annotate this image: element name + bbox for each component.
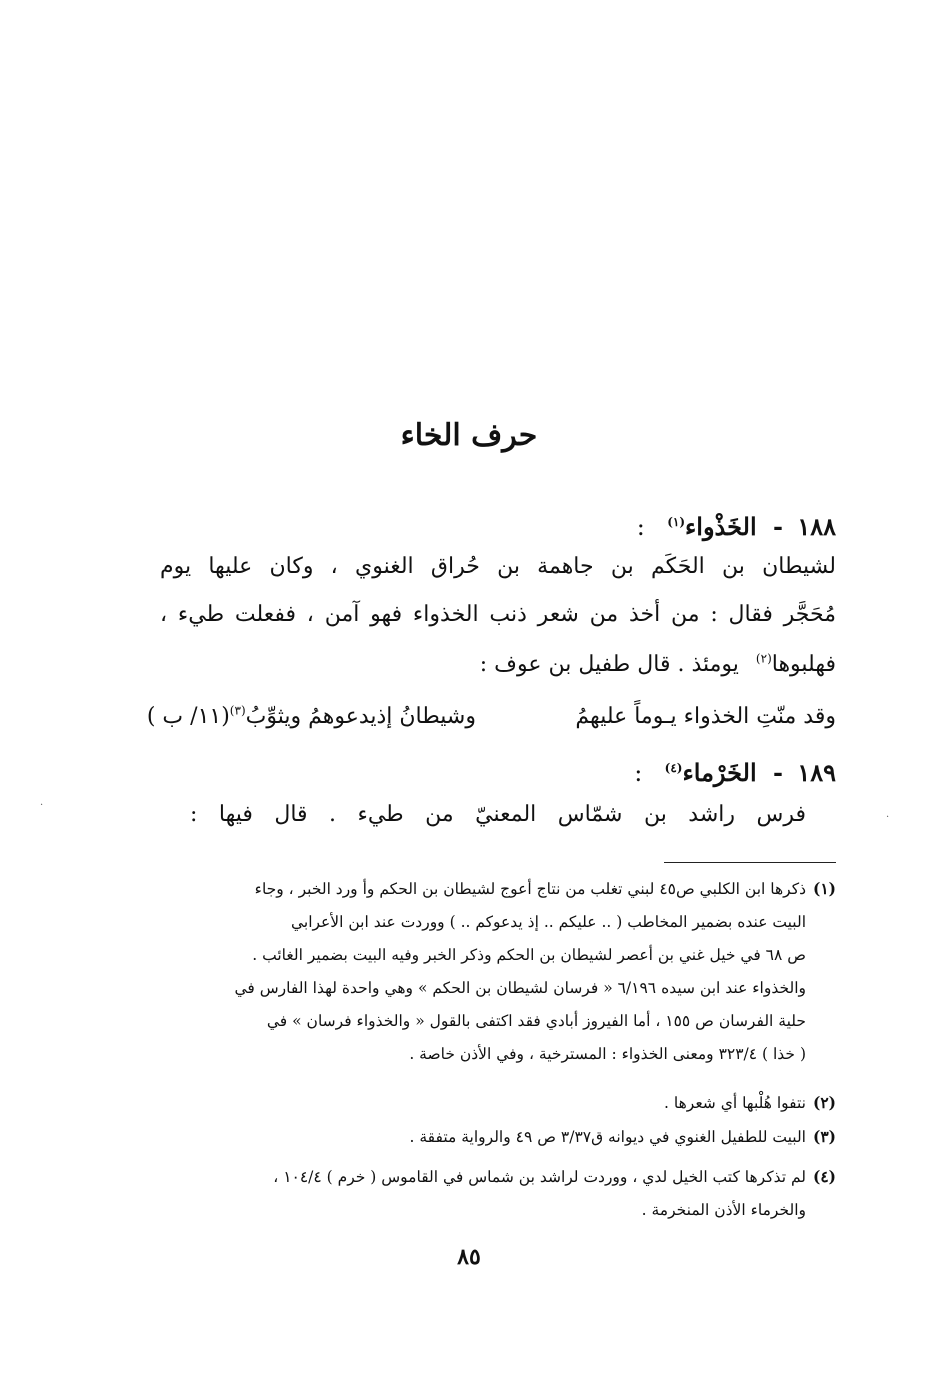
verse-hemistich-1: وقد منّتِ الخذواء يـوماً عليهمُ xyxy=(575,704,836,729)
footnote-ref: (٢) xyxy=(755,651,772,666)
verse-hemistich-text: وشيطانُ إذيدعوهمُ ويثوِّبُ xyxy=(245,704,476,729)
footnote-label: (٣) xyxy=(812,1127,836,1146)
entry-text-line: فرس راشد بن شمّاس المعنيّ من طيء . قال فيها : xyxy=(190,802,806,827)
entry-dash: - xyxy=(773,758,783,787)
footnote-line xyxy=(156,872,836,906)
entry-colon: : xyxy=(636,513,645,541)
entry-heading-188 xyxy=(637,512,836,541)
entry-dash: - xyxy=(773,512,783,541)
footnote-2 xyxy=(156,1086,836,1120)
footnote-line xyxy=(156,1160,836,1194)
footnote-line: ص ٦٨ في خيل غني بن أعصر لشيطان بن الحكم وذكر الخبر وفيه البيت بضمير الغائب . xyxy=(252,946,806,964)
footnote-line: والخذواء عند ابن سيده ٦/١٩٦ « فرسان لشيطان بن الحكم » وهي واحدة لهذا الفارس في xyxy=(234,979,806,997)
page-number: ٨٥ xyxy=(457,1244,481,1270)
scan-speck: · xyxy=(886,812,890,823)
entry-number: ١٨٨ xyxy=(797,512,836,541)
footnote-line: والخرماء الأذن المنخرمة . xyxy=(641,1201,806,1219)
footnote-text: لم تذكرها كتب الخيل لدي ، ووردت لراشد بن شماس في القاموس ( خرم ) ١٠٤/٤ ، xyxy=(273,1168,806,1186)
footnote-line: حلية الفرسان ص ١٥٥ ، أما الفيروز أبادي فقد اكتفى بالقول « والخذواء فرسان » في xyxy=(266,1012,806,1030)
entry-text-line: لشيطان بن الحَكَم بن جاهمة بن حُراق الغنوي ، وكان عليها يوم xyxy=(160,554,836,579)
footnote-separator xyxy=(664,862,836,863)
footnote-text: نتفوا هُلْبها أي شعرها . xyxy=(664,1094,806,1112)
entry-text-segment: يومئذ . قال طفيل بن عوف : xyxy=(479,652,739,677)
footnote-1 xyxy=(156,872,836,1071)
footnote-ref: (١) xyxy=(667,515,686,529)
footnote-label: (٢) xyxy=(812,1093,836,1112)
verse-hemistich-2 xyxy=(147,704,476,729)
footnote-label: (٤) xyxy=(812,1167,836,1186)
folio-marker: (١١/ ب ) xyxy=(146,704,230,729)
footnote-ref: (٤) xyxy=(664,761,683,775)
entry-colon: : xyxy=(634,759,643,787)
footnote-line xyxy=(156,1086,836,1120)
chapter-title: حرف الخاء xyxy=(400,418,538,453)
footnote-line: ( خذا ) ٣٢٣/٤ ومعنى الخذواء : المسترخية ، وفي الأذن خاصة . xyxy=(409,1045,806,1063)
footnote-line: البيت عنده بضمير المخاطب ( .. عليكم .. إذ يدعوكم .. ) ووردت عند ابن الأعرابي xyxy=(290,913,806,931)
entry-text-line: مُحَجَّر فقال : من أخذ من شعر ذنب الخذواء فهو آمن ، ففعلت طيء ، xyxy=(160,602,836,627)
verse-line xyxy=(146,703,836,740)
entry-text-line xyxy=(160,652,836,677)
footnote-text: البيت للطفيل الغنوي في ديوانه ق٣/٣٧ ص ٤٩ والرواية متفقة . xyxy=(409,1128,806,1146)
entry-text-segment: فهلبوها xyxy=(771,652,836,677)
footnote-line xyxy=(156,1120,836,1154)
footnote-text: ذكرها ابن الكلبي ص٤٥ لبني تغلب من نتاج أعوج لشيطان بن الحكم وأ ورد الخبر ، وجاء xyxy=(254,880,806,898)
entry-heading-189 xyxy=(634,758,836,787)
entry-name: الخَذْواء xyxy=(685,512,757,541)
entry-name: الخَرْماء xyxy=(682,758,757,787)
entry-number: ١٨٩ xyxy=(797,758,836,787)
footnote-label: (١) xyxy=(812,879,836,898)
footnote-ref: (٣) xyxy=(229,703,246,718)
footnote-3 xyxy=(156,1120,836,1154)
footnote-4 xyxy=(156,1160,836,1227)
scan-speck: · xyxy=(40,800,44,811)
